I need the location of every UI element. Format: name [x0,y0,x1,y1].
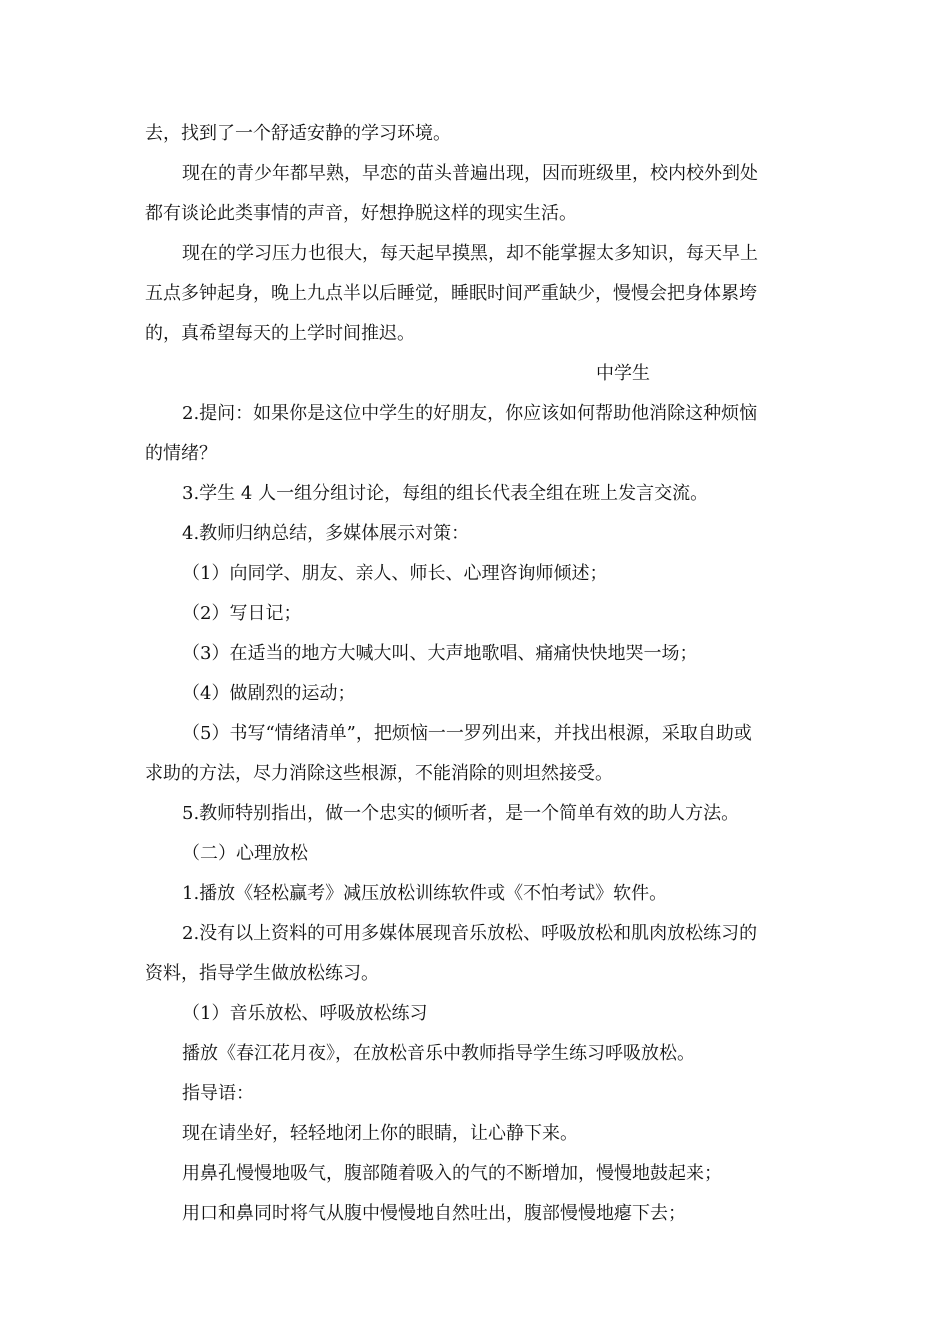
text-line: 2.提问：如果你是这位中学生的好朋友，你应该如何帮助他消除这种烦恼 [182,403,758,424]
text-line: 3.学生 4 人一组分组讨论，每组的组长代表全组在班上发言交流。 [182,483,709,504]
section-heading: （二）心理放松 [182,843,308,864]
signature-line: 中学生 [596,363,650,384]
text-line: 用鼻孔慢慢地吸气，腹部随着吸入的气的不断增加，慢慢地鼓起来； [182,1163,722,1184]
list-item: （3）在适当的地方大喊大叫、大声地歌唱、痛痛快快地哭一场； [182,643,698,664]
text-line: 5.教师特别指出，做一个忠实的倾听者，是一个简单有效的助人方法。 [182,803,740,824]
text-line: 的，真希望每天的上学时间推迟。 [145,323,415,344]
subsection-heading: （1）音乐放松、呼吸放松练习 [182,1003,428,1024]
list-item: （5）书写“情绪清单”，把烦恼一一罗列出来，并找出根源，采取自助或 [182,723,752,744]
text-line: 用口和鼻同时将气从腹中慢慢地自然吐出，腹部慢慢地瘪下去； [182,1203,686,1224]
text-line: 2.没有以上资料的可用多媒体展现音乐放松、呼吸放松和肌肉放松练习的 [182,923,758,944]
text-line: 的情绪？ [145,443,217,464]
text-line: 求助的方法，尽力消除这些根源，不能消除的则坦然接受。 [145,763,613,784]
list-item: （1）向同学、朋友、亲人、师长、心理咨询师倾述； [182,563,608,584]
text-line: 4.教师归纳总结，多媒体展示对策： [182,523,470,544]
list-item: （2）写日记； [182,603,302,624]
text-line: 去，找到了一个舒适安静的学习环境。 [145,123,451,144]
text-line: 现在的学习压力也很大，每天起早摸黑，却不能掌握太多知识，每天早上 [182,243,758,264]
text-line: 现在的青少年都早熟，早恋的苗头普遍出现，因而班级里，校内校外到处 [182,163,758,184]
text-line: 五点多钟起身，晚上九点半以后睡觉，睡眠时间严重缺少，慢慢会把身体累垮 [145,283,757,304]
text-line: 资料，指导学生做放松练习。 [145,963,379,984]
text-line: 指导语： [182,1083,254,1104]
text-line: 播放《春江花月夜》，在放松音乐中教师指导学生练习呼吸放松。 [182,1043,695,1064]
text-line: 1.播放《轻松赢考》减压放松训练软件或《不怕考试》软件。 [182,883,668,904]
text-line: 都有谈论此类事情的声音，好想挣脱这样的现实生活。 [145,203,577,224]
text-line: 现在请坐好，轻轻地闭上你的眼睛，让心静下来。 [182,1123,578,1144]
list-item: （4）做剧烈的运动； [182,683,356,704]
